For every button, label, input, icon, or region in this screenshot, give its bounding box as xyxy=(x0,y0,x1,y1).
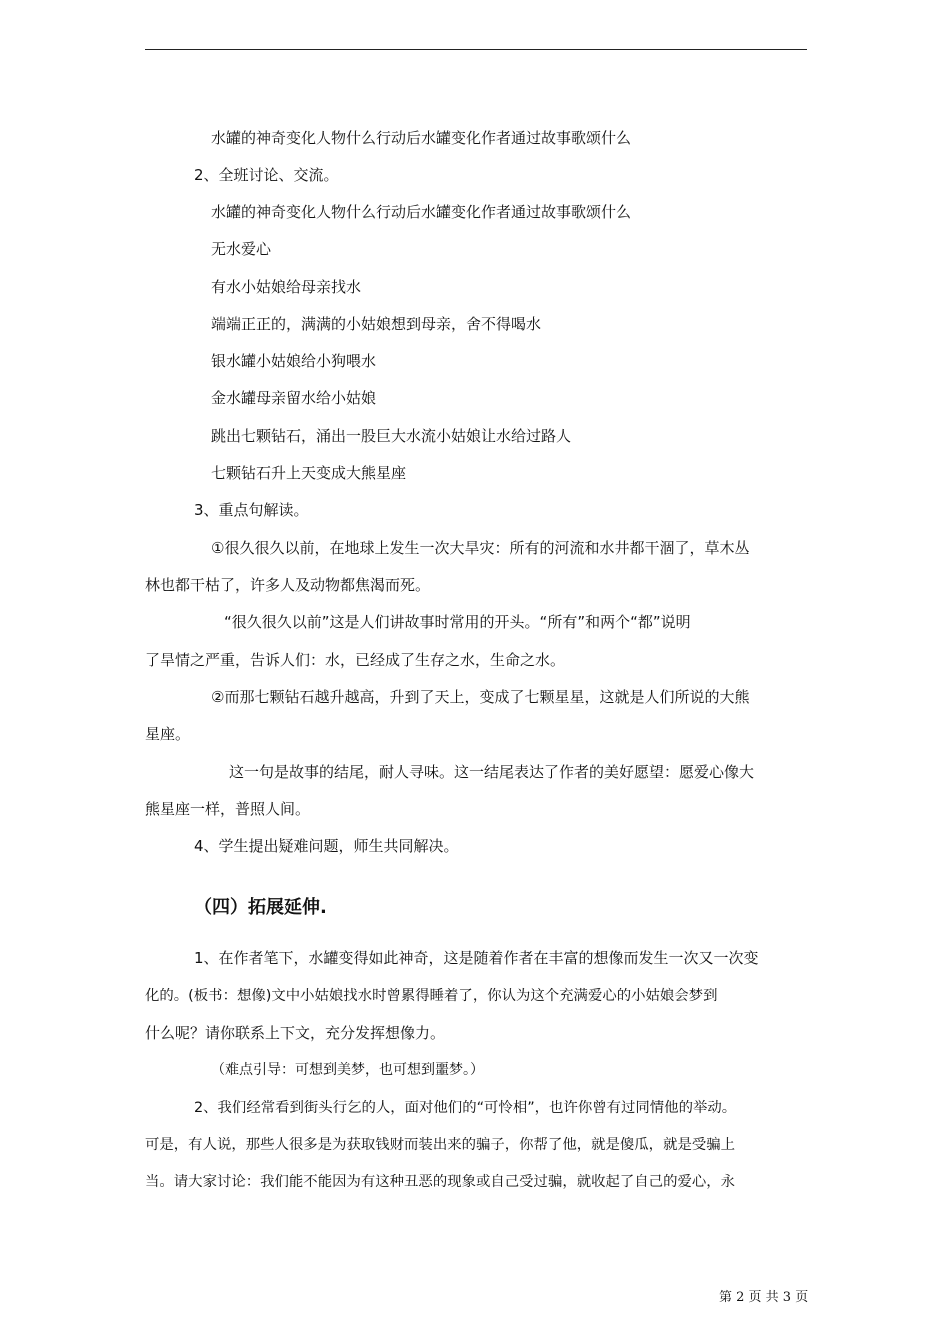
text-line: 端端正正的，满满的小姑娘想到母亲，舍不得喝水 xyxy=(211,315,542,333)
text-line: 当。请大家讨论：我们能不能因为有这种丑恶的现象或自己受过骗，就收起了自己的爱心，永 xyxy=(145,1174,736,1190)
text-line: 七颗钻石升上天变成大熊星座 xyxy=(211,464,407,482)
text-line: 水罐的神奇变化人物什么行动后水罐变化作者通过故事歌颂什么 xyxy=(211,129,632,147)
text-line: 跳出七颗钻石，涌出一股巨大水流小姑娘让水给过路人 xyxy=(211,427,572,445)
text-line: 金水罐母亲留水给小姑娘 xyxy=(211,389,377,407)
text-line: 这一句是故事的结尾，耐人寻味。这一结尾表达了作者的美好愿望：愿爱心像大 xyxy=(229,763,755,781)
text-line: ①很久很久以前，在地球上发生一次大旱灾：所有的河流和水井都干涸了，草木丛 xyxy=(211,539,750,557)
text-line: 水罐的神奇变化人物什么行动后水罐变化作者通过故事歌颂什么 xyxy=(211,203,632,221)
text-line: 什么呢？请你联系上下文，充分发挥想像力。 xyxy=(145,1024,446,1042)
header-rule xyxy=(145,49,807,50)
text-line: 2、全班讨论、交流。 xyxy=(194,166,339,184)
text-line: 3、重点句解读。 xyxy=(194,501,309,519)
text-line: 化的。(板书：想像)文中小姑娘找水时曾累得睡着了，你认为这个充满爱心的小姑娘会梦到 xyxy=(145,988,718,1004)
text-line: ②而那七颗钻石越升越高，升到了天上，变成了七颗星星，这就是人们所说的大熊 xyxy=(211,688,750,706)
text-line: “很久很久以前”这是人们讲故事时常用的开头。“所有”和两个“都”说明 xyxy=(224,613,691,631)
text-line: 林也都干枯了，许多人及动物都焦渴而死。 xyxy=(145,576,431,594)
text-line: 银水罐小姑娘给小狗喂水 xyxy=(211,352,377,370)
text-line: 2、我们经常看到街头行乞的人，面对他们的“可怜相”，也许你曾有过同情他的举动。 xyxy=(194,1100,737,1116)
text-line: （难点引导：可想到美梦，也可想到噩梦。） xyxy=(211,1062,484,1078)
text-line: 无水爱心 xyxy=(211,240,272,258)
text-line: 了旱情之严重，告诉人们：水，已经成了生存之水，生命之水。 xyxy=(145,651,566,669)
text-line: 1、在作者笔下，水罐变得如此神奇，这是随着作者在丰富的想像而发生一次又一次变 xyxy=(194,949,759,967)
text-line: 有水小姑娘给母亲找水 xyxy=(211,278,362,296)
page-number: 第 2 页 共 3 页 xyxy=(719,1290,809,1305)
text-line: 星座。 xyxy=(145,725,191,743)
text-line: 熊星座一样，普照人间。 xyxy=(145,800,311,818)
text-line: 4、学生提出疑难问题，师生共同解决。 xyxy=(194,837,459,855)
text-line: 可是，有人说，那些人很多是为获取钱财而装出来的骗子，你帮了他，就是傻瓜，就是受骗上 xyxy=(145,1137,736,1153)
section-heading: （四）拓展延伸. xyxy=(194,897,327,918)
